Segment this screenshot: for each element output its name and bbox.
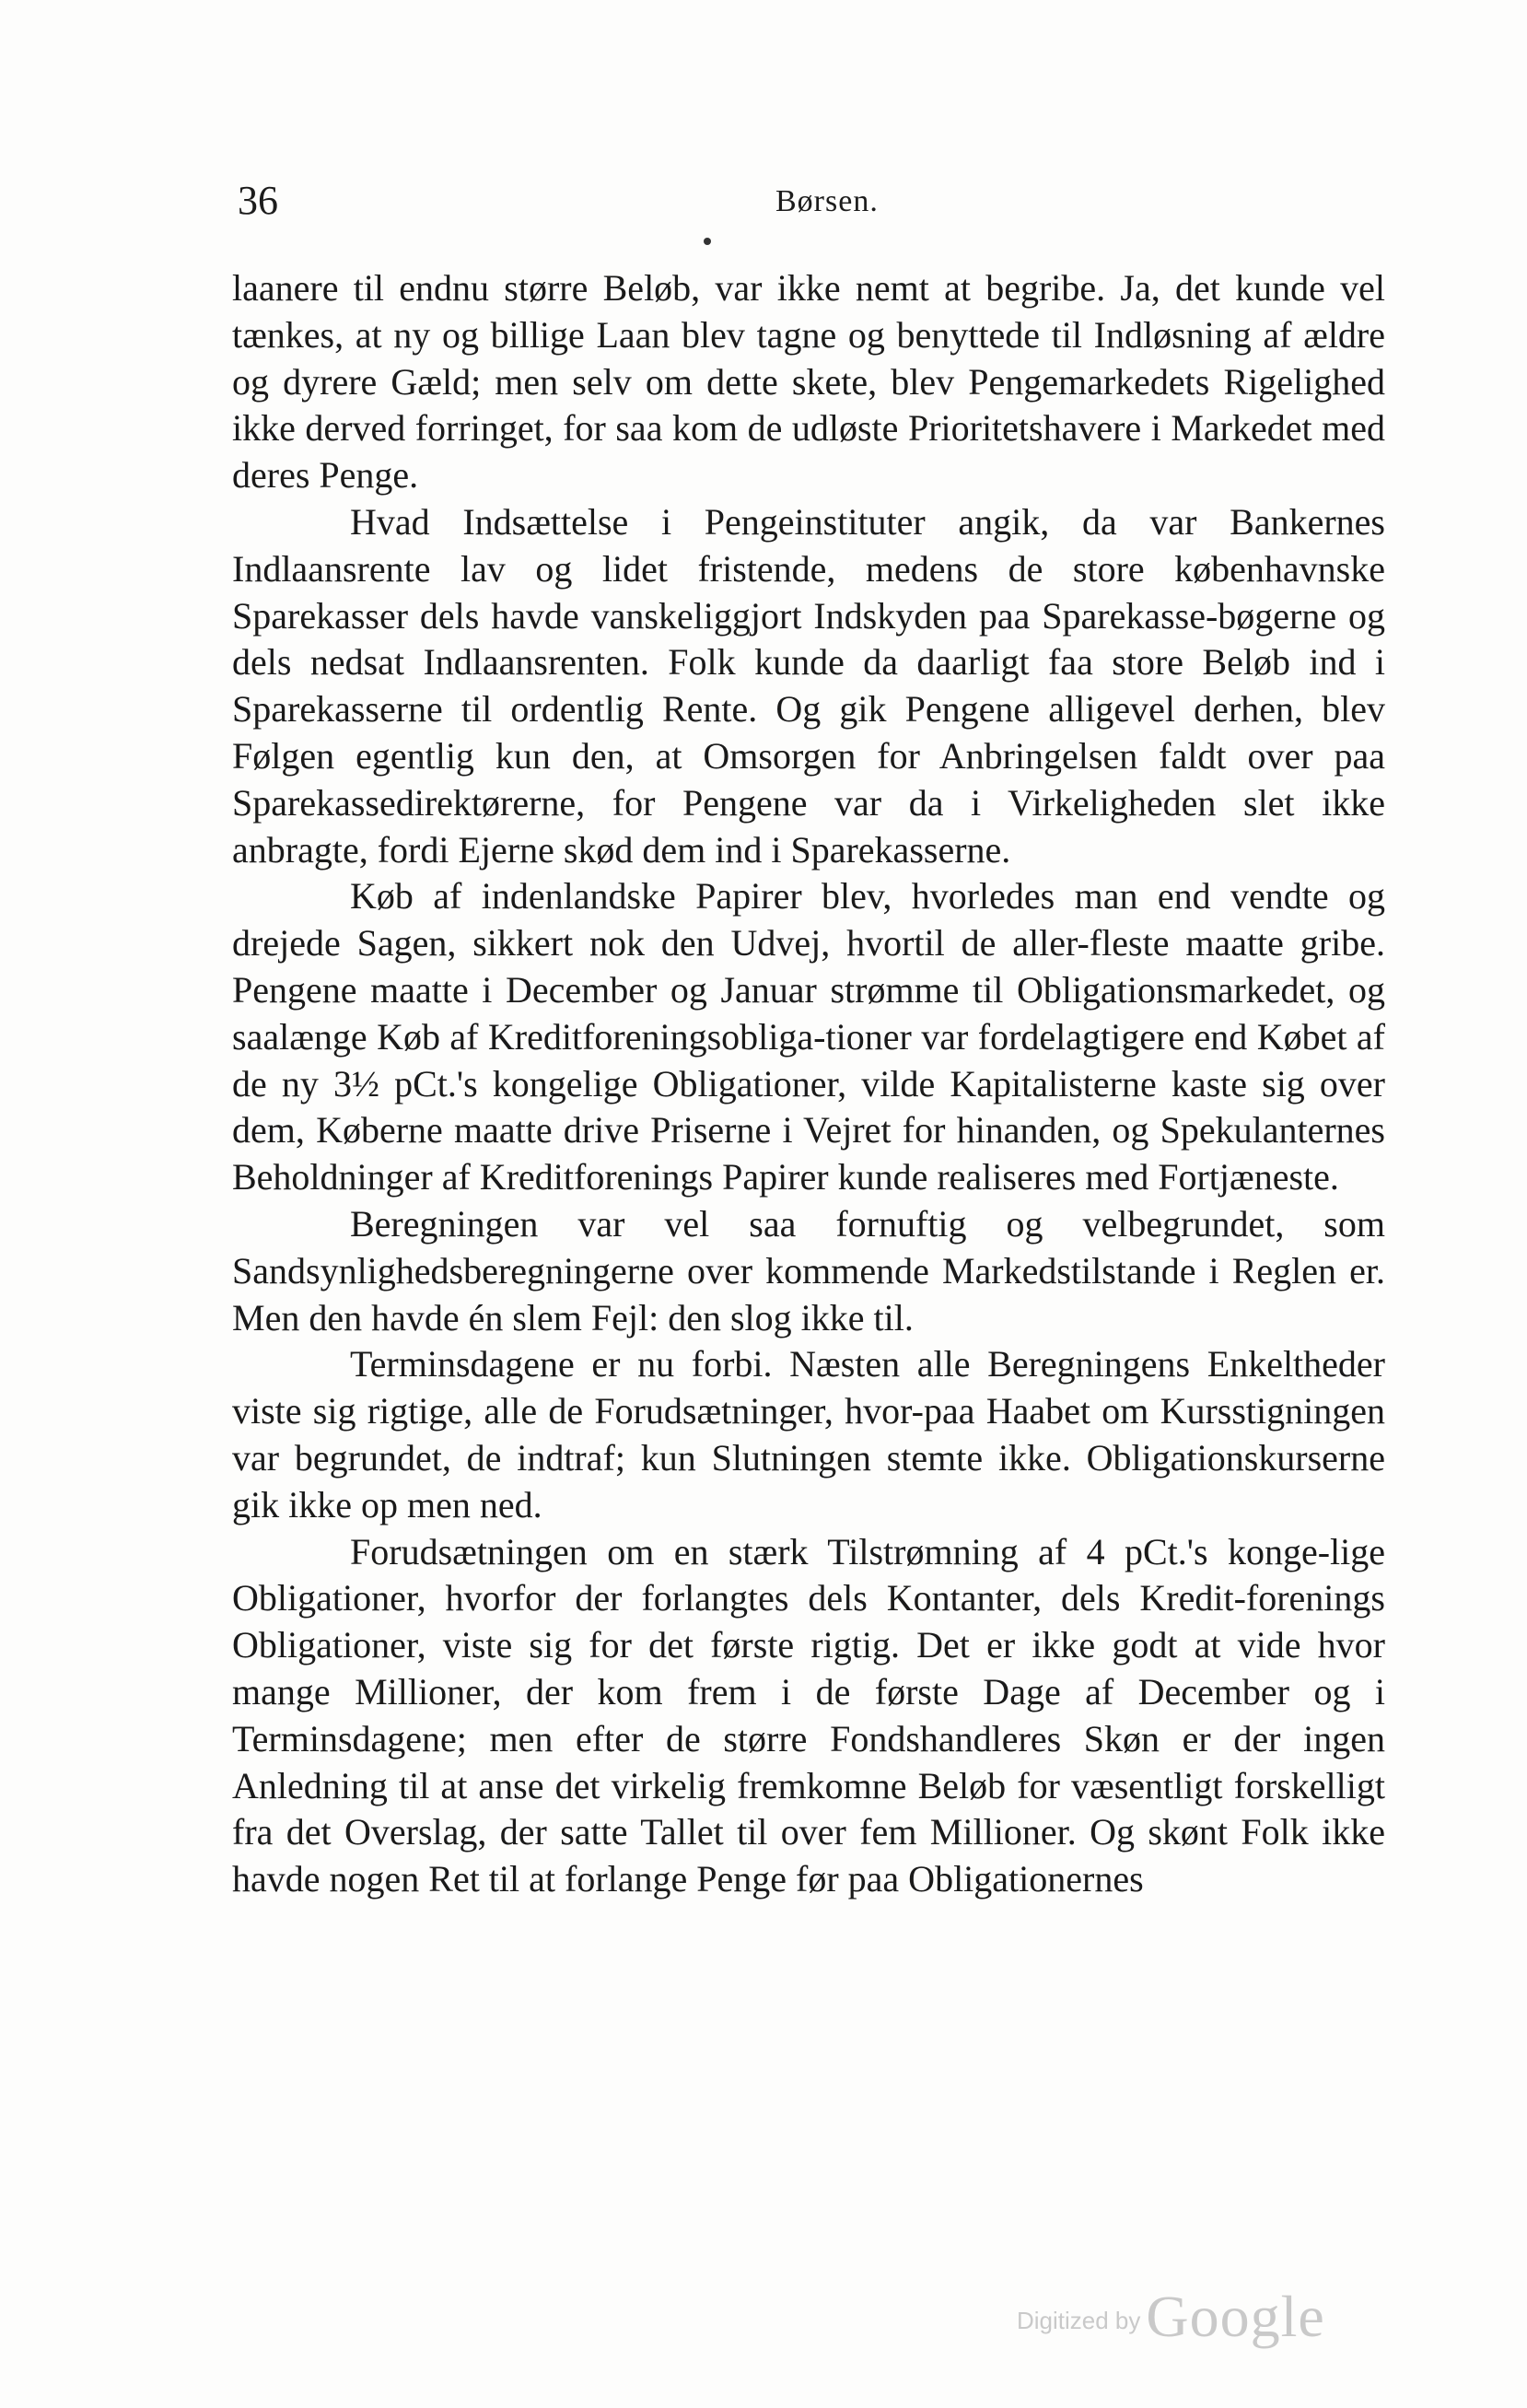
paragraph: Terminsdagene er nu forbi. Næsten alle Beregningens Enkeltheder viste sig rigtige, alle de Forudsætninger, hvor-paa Haabet om Kursstigningen var begrundet, de indtraf; kun Slutningen stemte ikke. Obligationskurserne gik ikke op men ned. [232, 1343, 1385, 1525]
page-number: 36 [238, 178, 278, 223]
running-head: Børsen. [775, 184, 879, 218]
paragraph-continued: laanere til endnu større Beløb, var ikke nemt at begribe. Ja, det kunde vel tænkes, at ny og billige Laan blev tagne og benyttede til Indløsning af ældre og dyrere Gæld; men selv om dette skete, blev Pengemarkedets Rigelighed ikke derved forringet, for saa kom de udløste Prioritetshavere i Markedet med deres Penge. [232, 267, 1385, 497]
paragraph: Forudsætningen om en stærk Tilstrømning af 4 pCt.'s konge-lige Obligationer, hvorfor der forlangtes dels Kontanter, dels Kredit-forenings Obligationer, viste sig for det første rigtig. Det er ikke godt at vide hvor mange Millioner, der kom frem i de første Dage af December og i Terminsdagene; men efter de større Fondshandleres Skøn er der ingen Anledning til at anse det virkelig fremkomne Beløb for væsentligt forskelligt fra det Overslag, der satte Tallet til over fem Millioner. Og skønt Folk ikke havde nogen Ret til at forlange Penge før paa Obligationernes [232, 1530, 1385, 1900]
paragraph: Køb af indenlandske Papirer blev, hvorledes man end vendte og drejede Sagen, sikkert nok den Udvej, hvortil de aller-fleste maatte gribe. Pengene maatte i December og Januar strømme til Obligationsmarkedet, og saalænge Køb af Kreditforeningsobliga-tioner var fordelagtigere end Købet af de ny 3½ pCt.'s kongelige Obligationer, vilde Kapitalisterne kaste sig over dem, Køberne maatte drive Priserne i Vejret for hinanden, og Spekulanternes Beholdninger af Kreditforenings Papirer kunde realiseres med Fortjæneste. [232, 875, 1385, 1198]
print-speck [704, 238, 711, 245]
page-header [232, 177, 1383, 232]
paragraph: Beregningen var vel saa fornuftig og velbegrundet, som Sandsynlighedsberegningerne over kommende Markedstilstande i Reglen er. Men den havde én slem Fejl: den slog ikke til. [232, 1202, 1385, 1338]
paragraph: Hvad Indsættelse i Pengeinstituter angik, da var Bankernes Indlaansrente lav og lidet fristende, medens de store københavnske Sparekasser dels havde vanskeliggjort Indskyden paa Sparekasse-bøgerne og dels nedsat Indlaansrenten. Folk kunde da daarligt faa store Beløb ind i Sparekasserne til ordentlig Rente. Og gik Pengene alligevel derhen, blev Følgen egentlig kun den, at Omsorgen for Anbringelsen faldt over paa Sparekassedirektørerne, for Pengene var da i Virkeligheden slet ikke anbragte, fordi Ejerne skød dem ind i Sparekasserne. [232, 500, 1385, 871]
digitized-watermark [1017, 2283, 1325, 2356]
watermark-brand: Google [1146, 2284, 1325, 2349]
watermark-prefix: Digitized by [1017, 2307, 1141, 2334]
body-text [232, 265, 1385, 1903]
